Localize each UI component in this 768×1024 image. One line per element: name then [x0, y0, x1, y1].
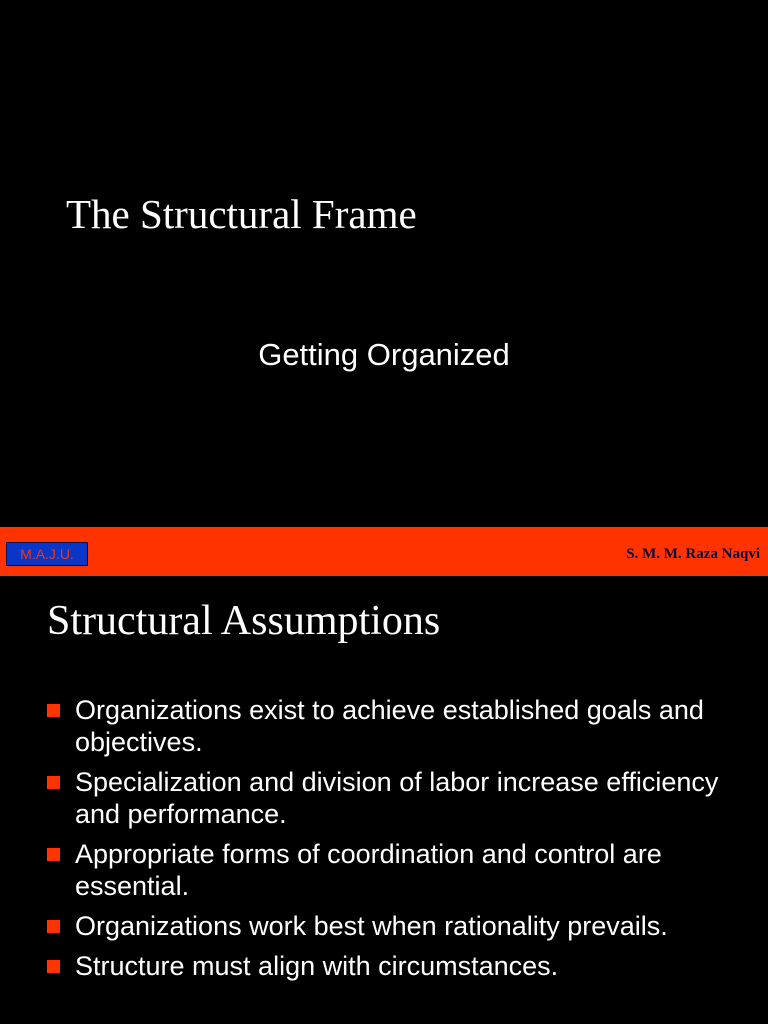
bullet-list — [0, 694, 768, 990]
bullet-text: Specialization and division of labor increase efficiency and performance. — [75, 767, 719, 829]
bullet-item — [0, 694, 768, 758]
slide-subtitle: Getting Organized — [258, 337, 510, 372]
square-bullet-icon — [47, 920, 60, 933]
bullet-item — [0, 950, 768, 982]
bullet-text: Structure must align with circumstances. — [75, 951, 559, 981]
maju-badge: M.A.J.U. — [6, 542, 88, 566]
bullet-text: Appropriate forms of coordination and control are essential. — [75, 839, 662, 901]
square-bullet-icon — [47, 704, 60, 717]
bullet-item — [0, 766, 768, 830]
square-bullet-icon — [47, 776, 60, 789]
footer-bar — [0, 527, 768, 576]
author-name: S. M. M. Raza Naqvi — [626, 546, 760, 562]
square-bullet-icon — [47, 960, 60, 973]
bullet-text: Organizations exist to achieve established goals and objectives. — [75, 695, 704, 757]
square-bullet-icon — [47, 848, 60, 861]
bullet-text: Organizations work best when rationality prevails. — [75, 911, 668, 941]
bullet-item — [0, 910, 768, 942]
content-title: Structural Assumptions — [47, 598, 441, 644]
slide-title: The Structural Frame — [66, 191, 417, 237]
bullet-item — [0, 838, 768, 902]
content-slide — [0, 576, 768, 1024]
